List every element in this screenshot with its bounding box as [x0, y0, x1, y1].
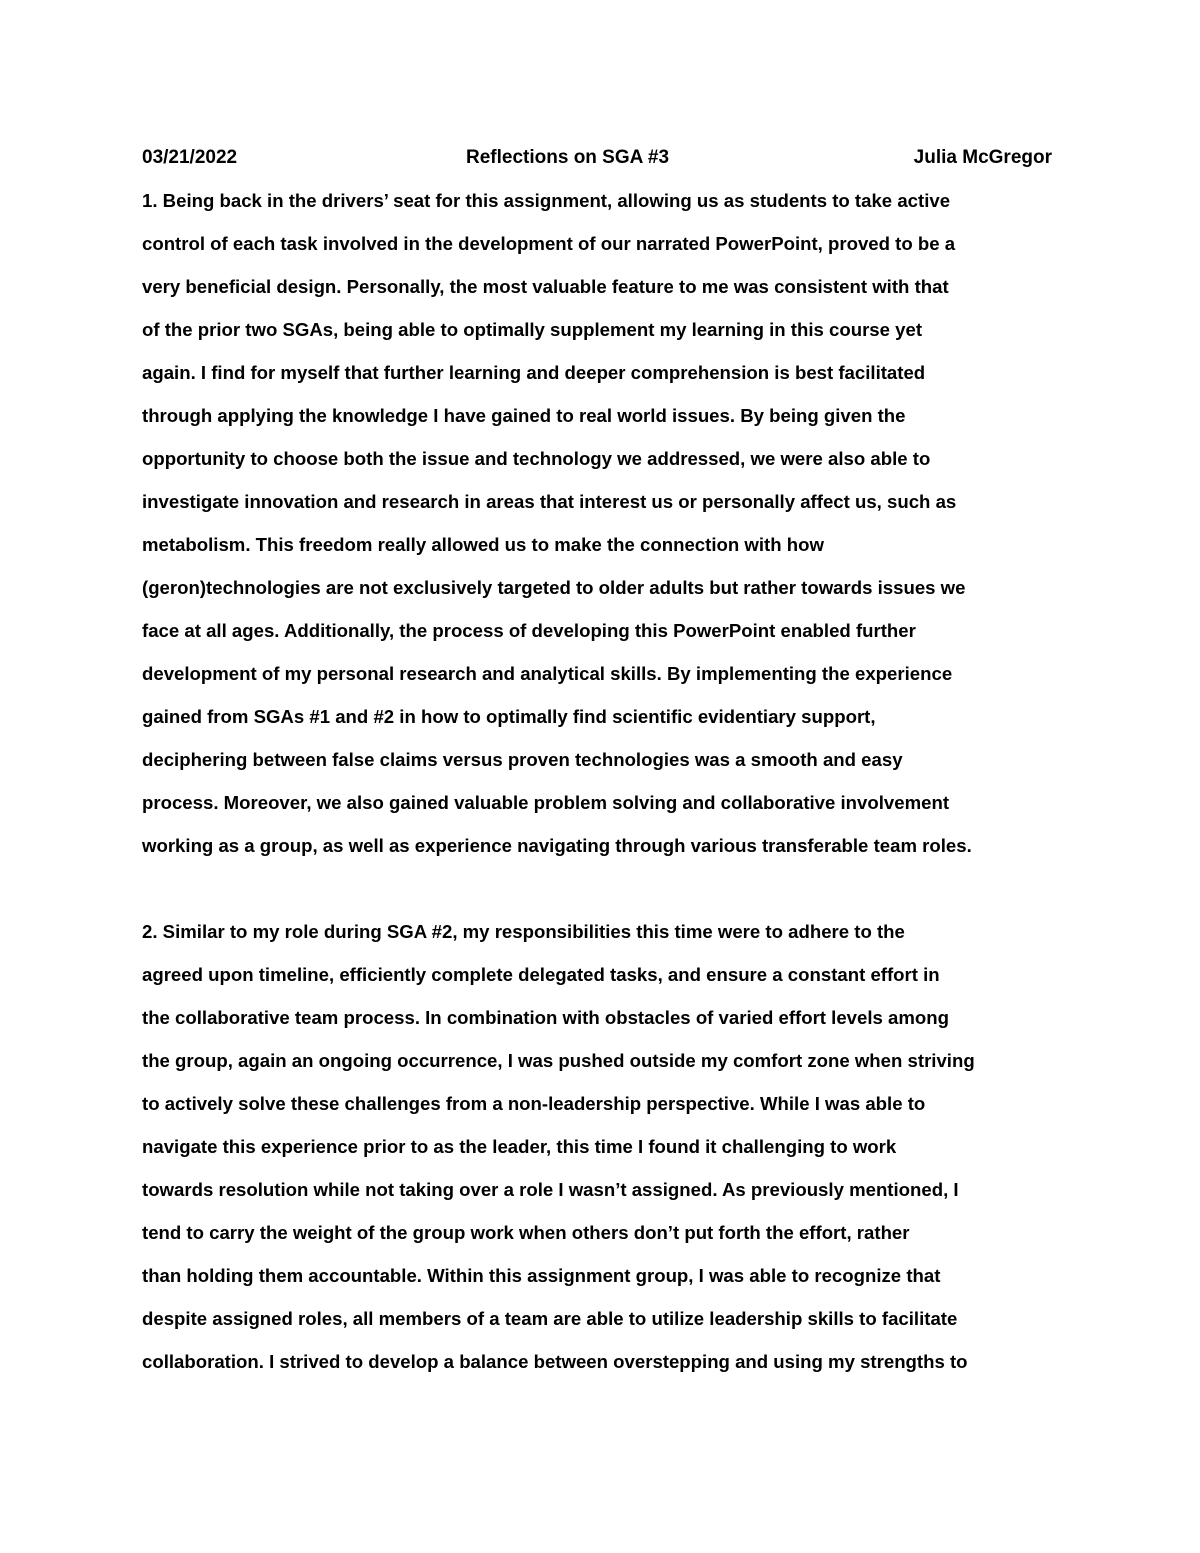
document-body [142, 186, 1062, 1390]
paragraph-gap [142, 874, 1062, 917]
paragraph-1 [142, 186, 1062, 874]
text-line: face at all ages. Additionally, the process of developing this PowerPoint enabled further [142, 620, 916, 641]
text-line: (geron)technologies are not exclusively targeted to older adults but rather towards issues we [142, 577, 966, 598]
text-line: despite assigned roles, all members of a team are able to utilize leadership skills to facilitate [142, 1308, 958, 1329]
text-line: very beneficial design. Personally, the most valuable feature to me was consistent with that [142, 276, 949, 297]
text-line: investigate innovation and research in areas that interest us or personally affect us, such as [142, 491, 957, 512]
text-line: of the prior two SGAs, being able to optimally supplement my learning in this course yet [142, 319, 923, 340]
text-line: process. Moreover, we also gained valuable problem solving and collaborative involvement [142, 792, 950, 813]
text-line: opportunity to choose both the issue and technology we addressed, we were also able to [142, 448, 931, 469]
text-line: navigate this experience prior to as the leader, this time I found it challenging to work [142, 1136, 897, 1157]
header-title: Reflections on SGA #3 [466, 147, 670, 168]
text-line: development of my personal research and analytical skills. By implementing the experience [142, 663, 953, 684]
text-line: the collaborative team process. In combination with obstacles of varied effort levels among [142, 1007, 949, 1028]
text-line: agreed upon timeline, efficiently complete delegated tasks, and ensure a constant effort in [142, 964, 940, 985]
paragraph-2 [142, 917, 1062, 1390]
text-line: gained from SGAs #1 and #2 in how to optimally find scientific evidentiary support, [142, 706, 876, 727]
text-line: metabolism. This freedom really allowed us to make the connection with how [142, 534, 824, 555]
header-date: 03/21/2022 [142, 147, 238, 168]
text-line: through applying the knowledge I have gained to real world issues. By being given the [142, 405, 906, 426]
text-line: than holding them accountable. Within this assignment group, I was able to recognize that [142, 1265, 941, 1286]
text-line: again. I find for myself that further learning and deeper comprehension is best facilitated [142, 362, 926, 383]
text-line: the group, again an ongoing occurrence, I was pushed outside my comfort zone when striving [142, 1050, 975, 1071]
text-line: to actively solve these challenges from a non-leadership perspective. While I was able to [142, 1093, 926, 1114]
text-line: collaboration. I strived to develop a balance between overstepping and using my strengths to [142, 1351, 968, 1372]
text-line: control of each task involved in the development of our narrated PowerPoint, proved to be a [142, 233, 956, 254]
document-header [142, 142, 1052, 174]
text-line: 2. Similar to my role during SGA #2, my responsibilities this time were to adhere to the [142, 921, 905, 942]
text-line: towards resolution while not taking over a role I wasn’t assigned. As previously mentioned, I [142, 1179, 959, 1200]
header-author: Julia McGregor [913, 147, 1052, 168]
text-line: working as a group, as well as experience navigating through various transferable team roles. [142, 835, 972, 856]
text-line: tend to carry the weight of the group work when others don’t put forth the effort, rather [142, 1222, 910, 1243]
text-line: deciphering between false claims versus proven technologies was a smooth and easy [142, 749, 903, 770]
text-line: 1. Being back in the drivers’ seat for this assignment, allowing us as students to take active [142, 190, 951, 211]
